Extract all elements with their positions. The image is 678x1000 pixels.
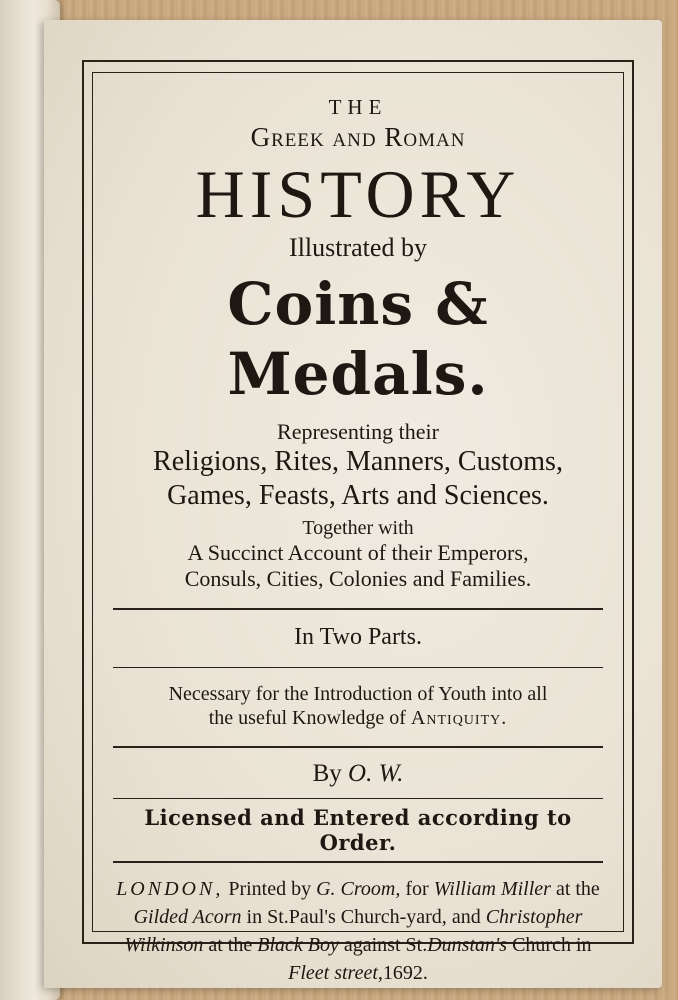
divider-rule	[113, 746, 603, 748]
imprint-london: LONDON,	[116, 877, 224, 900]
author-line	[105, 760, 611, 788]
in-two-parts: In Two Parts.	[294, 623, 422, 650]
necessary-text: Necessary for the Introduction of Youth into all	[168, 683, 548, 705]
by-word: By	[312, 759, 342, 787]
antiquity-word: Antiquity.	[410, 707, 508, 729]
page-border-outer	[82, 60, 634, 984]
consuls-cities-line: Consuls, Cities, Colonies and Families.	[184, 566, 532, 591]
imprint-in: in	[246, 905, 263, 928]
imprint-year: 1692.	[382, 961, 428, 984]
title-coins-medals: Coins & Medals.	[227, 270, 489, 408]
together-with-line: Together with	[302, 517, 414, 539]
title-greek-roman: Greek and Roman	[250, 122, 466, 152]
imprint-publisher1: William Miller	[433, 877, 551, 900]
imprint-block	[105, 875, 611, 987]
games-line: Games, Feasts, Arts and Sciences.	[167, 480, 549, 511]
divider-rule	[113, 861, 603, 863]
licensed-line: Licensed and Entered according to Order.	[144, 805, 572, 855]
representing-line: Representing their	[277, 419, 439, 444]
page-border-inner	[92, 72, 624, 984]
necessary-line	[105, 682, 611, 730]
imprint-printed-by: Printed by	[228, 877, 312, 900]
imprint-street: Fleet street,	[288, 961, 383, 984]
imprint-printer: G. Croom,	[316, 877, 401, 900]
imprint-sign2: Black Boy	[257, 933, 339, 956]
title-the: THE	[328, 95, 388, 119]
imprint-church-in: Church in	[512, 933, 592, 956]
title-history: HISTORY	[195, 156, 521, 232]
imprint-for: for	[405, 877, 429, 900]
imprint-at-the: at the	[555, 877, 600, 900]
title-page	[44, 20, 662, 988]
useful-knowledge-text: the useful Knowledge of	[208, 707, 406, 729]
useful-knowledge-line	[105, 706, 611, 730]
imprint-publisher2: Christopher Wilkinson	[124, 905, 583, 956]
imprint-place2: Dunstan's	[427, 933, 508, 956]
succinct-account-line: A Succinct Account of their Emperors,	[187, 540, 529, 565]
author-initials: O. W.	[348, 759, 404, 787]
divider-rule	[113, 608, 603, 610]
divider-rule	[113, 798, 603, 800]
imprint-place1: St.Paul's Church-yard,	[267, 905, 447, 928]
imprint-and: and	[451, 905, 481, 928]
divider-rule	[113, 667, 603, 669]
imprint-at-the-2: at the	[208, 933, 253, 956]
imprint-sign1: Gilded Acorn	[133, 905, 242, 928]
title-illustrated-by: Illustrated by	[289, 233, 427, 262]
imprint-against: against St.	[343, 933, 428, 956]
title-page-content	[105, 87, 611, 987]
religions-line: Religions, Rites, Manners, Customs,	[153, 446, 563, 477]
